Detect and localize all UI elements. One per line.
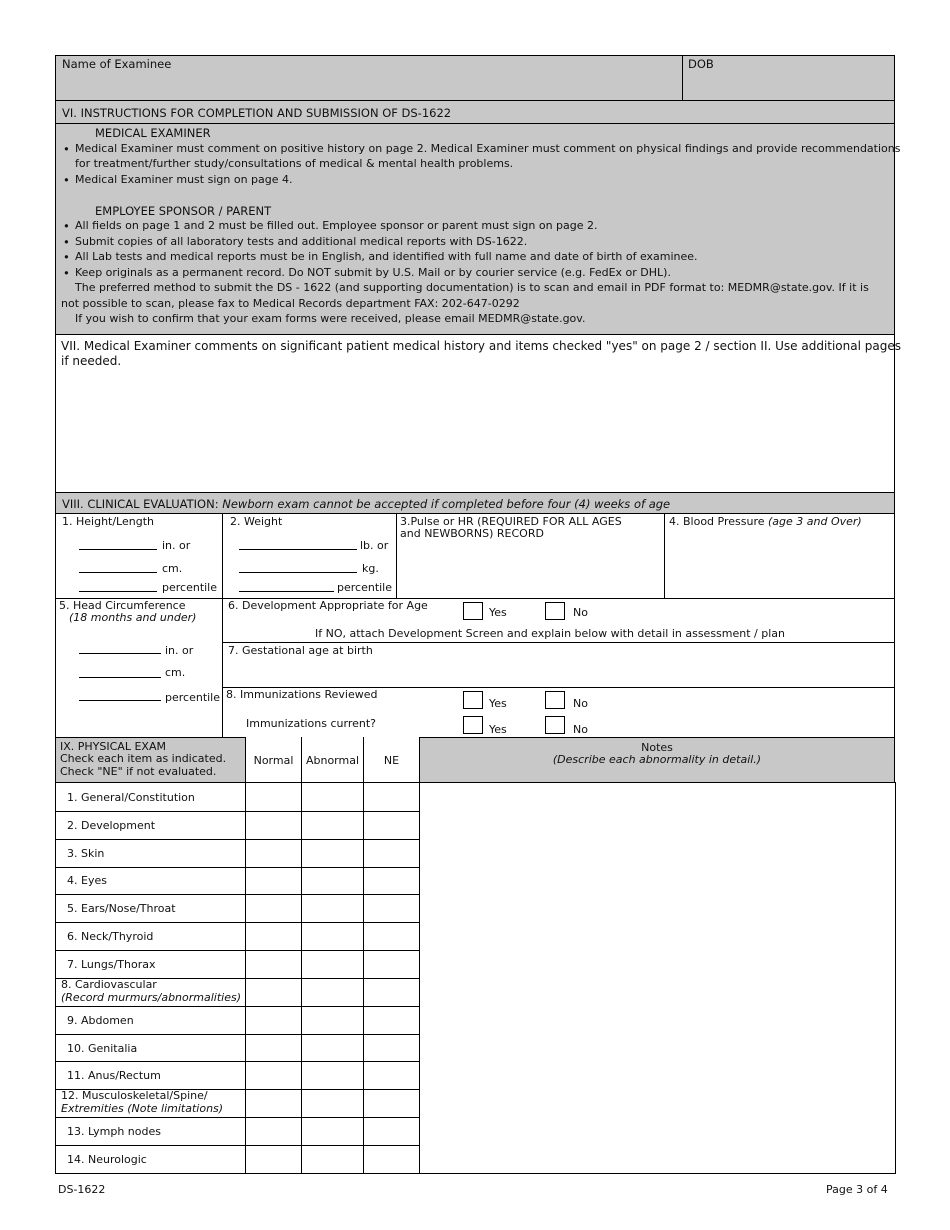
exam-item-label: 2. Development <box>67 818 156 832</box>
height-percentile-unit: percentile <box>162 581 218 594</box>
exam-ne-cell[interactable] <box>364 1006 420 1034</box>
physical-exam-title: IX. PHYSICAL EXAM <box>60 740 166 753</box>
exam-normal-cell[interactable] <box>246 978 302 1006</box>
section-vii-label-cont: if needed. <box>61 354 122 368</box>
dob-label: DOB <box>688 57 714 71</box>
exam-item-label: 8. Cardiovascular <box>61 977 157 991</box>
exam-normal-cell[interactable] <box>246 1117 302 1145</box>
section-viii-note: Newborn exam cannot be accepted if completed before four (4) weeks of age <box>222 497 671 511</box>
exam-item-label: 6. Neck/Thyroid <box>67 930 154 944</box>
exam-item-label: 5. Ears/Nose/Throat <box>67 902 176 916</box>
height-cm-unit: cm. <box>162 562 183 575</box>
exam-ne-cell[interactable] <box>364 1145 420 1173</box>
weight-label: 2. Weight <box>230 515 283 528</box>
weight-lb-unit: lb. or <box>360 539 389 552</box>
exam-item-label: 9. Abdomen <box>67 1013 134 1027</box>
exam-ne-cell[interactable] <box>364 811 420 839</box>
blood-pressure-label <box>669 515 862 529</box>
weight-kg-input[interactable] <box>239 572 357 573</box>
bullet: • <box>63 235 70 249</box>
table-row <box>55 839 420 867</box>
preferred-method-text: The preferred method to submit the DS - 1622 (and supporting documentation) is to scan and email in PDF format to: MEDMR@state.gov. If it is <box>75 281 869 294</box>
immunizations-no-label: No <box>573 697 588 710</box>
exam-abnormal-cell[interactable] <box>302 978 364 1006</box>
col-abnormal-header: Abnormal <box>305 754 360 767</box>
preferred-method-text-cont: not possible to scan, please fax to Medical Records department FAX: 202-647-0292 <box>61 297 520 310</box>
head-in-input[interactable] <box>79 653 161 654</box>
exam-ne-cell[interactable] <box>364 1089 420 1117</box>
immunizations-label: 8. Immunizations Reviewed <box>226 688 378 701</box>
section-vii-comments-area[interactable] <box>55 334 895 493</box>
me-instruction-2: Medical Examiner must sign on page 4. <box>75 173 293 186</box>
table-row <box>55 1062 420 1090</box>
exam-abnormal-cell[interactable] <box>302 839 364 867</box>
height-label: 1. Height/Length <box>62 515 155 528</box>
bp-note: (age 3 and Over) <box>768 515 862 528</box>
confirm-email-text: If you wish to confirm that your exam forms were received, please email MEDMR@state.gov. <box>75 312 586 325</box>
page-number: Page 3 of 4 <box>826 1183 888 1196</box>
weight-percentile-unit: percentile <box>337 581 393 594</box>
exam-item-label: 11. Anus/Rectum <box>67 1069 161 1083</box>
exam-item-note: Extremities (Note limitations) <box>61 1102 224 1116</box>
table-row <box>55 811 420 839</box>
development-no-label: No <box>573 606 588 619</box>
immunizations-current-no-label: No <box>573 723 588 736</box>
immunizations-current-label: Immunizations current? <box>246 717 377 730</box>
exam-normal-cell[interactable] <box>246 1089 302 1117</box>
table-row <box>55 950 420 978</box>
exam-abnormal-cell[interactable] <box>302 1117 364 1145</box>
exam-normal-cell[interactable] <box>246 950 302 978</box>
exam-abnormal-cell[interactable] <box>302 867 364 895</box>
table-row <box>55 1145 420 1173</box>
exam-item-label: 10. Genitalia <box>67 1041 138 1055</box>
table-row <box>55 867 420 895</box>
pulse-input[interactable] <box>398 545 662 595</box>
immunizations-current-yes-checkbox[interactable] <box>463 716 483 734</box>
exam-abnormal-cell[interactable] <box>302 894 364 922</box>
exam-item-label: 12. Musculoskeletal/Spine/ <box>61 1089 208 1103</box>
table-row <box>55 1117 420 1145</box>
exam-normal-cell[interactable] <box>246 922 302 950</box>
head-circumference-label: 5. Head Circumference <box>59 599 186 612</box>
gestational-age-input[interactable] <box>400 644 890 684</box>
sponsor-instruction-2: Submit copies of all laboratory tests and additional medical reports with DS-1622. <box>75 235 528 248</box>
table-row <box>55 783 420 811</box>
exam-normal-cell[interactable] <box>246 894 302 922</box>
exam-ne-cell[interactable] <box>364 950 420 978</box>
bullet: • <box>63 219 70 233</box>
exam-ne-cell[interactable] <box>364 1034 420 1062</box>
height-in-input[interactable] <box>79 549 157 550</box>
col-ne-header: NE <box>383 754 400 767</box>
section-viii-title-text: VIII. CLINICAL EVALUATION: <box>62 497 223 511</box>
exam-abnormal-cell[interactable] <box>302 1006 364 1034</box>
exam-ne-cell[interactable] <box>364 839 420 867</box>
exam-normal-cell[interactable] <box>246 1034 302 1062</box>
exam-item-label: 4. Eyes <box>67 874 107 888</box>
exam-ne-cell[interactable] <box>364 867 420 895</box>
exam-normal-cell[interactable] <box>246 783 302 811</box>
exam-item-label: 3. Skin <box>67 846 105 860</box>
immunizations-yes-checkbox[interactable] <box>463 691 483 709</box>
exam-item-label: 14. Neurologic <box>67 1152 147 1166</box>
exam-abnormal-cell[interactable] <box>302 950 364 978</box>
exam-ne-cell[interactable] <box>364 978 420 1006</box>
exam-abnormal-cell[interactable] <box>302 1145 364 1173</box>
section-vii-label: VII. Medical Examiner comments on significant patient medical history and items checked "yes" on page 2 / section II. Use additional pages <box>61 339 901 353</box>
exam-abnormal-cell[interactable] <box>302 1089 364 1117</box>
bullet: • <box>63 173 70 187</box>
exam-item-note: (Record murmurs/abnormalities) <box>61 990 242 1004</box>
bullet: • <box>63 266 70 280</box>
form-id: DS-1622 <box>58 1183 106 1196</box>
exam-abnormal-cell[interactable] <box>302 1034 364 1062</box>
medical-examiner-heading: MEDICAL EXAMINER <box>95 126 211 140</box>
development-no-checkbox[interactable] <box>545 602 565 620</box>
sponsor-instruction-3: All Lab tests and medical reports must be in English, and identified with full name and date of birth of examinee. <box>75 250 698 263</box>
exam-abnormal-cell[interactable] <box>302 922 364 950</box>
exam-ne-cell[interactable] <box>364 922 420 950</box>
height-in-unit: in. or <box>162 539 191 552</box>
section-viii-title <box>62 497 670 511</box>
bullet: • <box>63 250 70 264</box>
exam-normal-cell[interactable] <box>246 1062 302 1090</box>
me-instruction-1: Medical Examiner must comment on positive history on page 2. Medical Examiner must comment on physical findings and provide recommendations <box>75 142 901 155</box>
exam-normal-cell[interactable] <box>246 811 302 839</box>
head-circumference-note: (18 months and under) <box>69 611 197 624</box>
development-note: If NO, attach Development Screen and explain below with detail in assessment / plan <box>315 627 786 640</box>
height-cm-input[interactable] <box>79 572 157 573</box>
name-of-examinee-label: Name of Examinee <box>62 57 172 71</box>
exam-normal-cell[interactable] <box>246 1006 302 1034</box>
me-instruction-1-cont: for treatment/further study/consultations of medical & mental health problems. <box>75 157 514 170</box>
exam-normal-cell[interactable] <box>246 1145 302 1173</box>
development-label: 6. Development Appropriate for Age <box>228 599 428 612</box>
exam-item-label: 1. General/Constitution <box>67 790 195 804</box>
notes-subheader: (Describe each abnormality in detail.) <box>552 753 762 766</box>
immunizations-no-checkbox[interactable] <box>545 691 565 709</box>
exam-item-label: 7. Lungs/Thorax <box>67 958 156 972</box>
immunizations-current-yes-label: Yes <box>489 723 507 736</box>
immunizations-yes-label: Yes <box>489 697 507 710</box>
sponsor-instruction-1: All fields on page 1 and 2 must be filled out. Employee sponsor or parent must sign on page 2. <box>75 219 598 232</box>
bullet: • <box>63 142 70 156</box>
table-row <box>55 894 420 922</box>
physical-exam-instructions-2: Check "NE" if not evaluated. <box>60 765 217 778</box>
table-row <box>55 1089 420 1117</box>
exam-ne-cell[interactable] <box>364 1117 420 1145</box>
exam-normal-cell[interactable] <box>246 839 302 867</box>
section-vi-title: VI. INSTRUCTIONS FOR COMPLETION AND SUBMISSION OF DS-1622 <box>62 106 452 120</box>
notes-header: Notes <box>641 741 673 754</box>
table-row <box>55 1034 420 1062</box>
head-percentile-unit: percentile <box>165 691 221 704</box>
weight-kg-unit: kg. <box>362 562 379 575</box>
exam-ne-cell[interactable] <box>364 783 420 811</box>
head-percentile-input[interactable] <box>79 700 161 701</box>
exam-abnormal-cell[interactable] <box>302 1062 364 1090</box>
physical-exam-instructions-1: Check each item as indicated. <box>60 752 227 765</box>
height-percentile-input[interactable] <box>79 591 157 592</box>
bp-label-text: 4. Blood Pressure <box>669 515 768 528</box>
development-yes-label: Yes <box>489 606 507 619</box>
immunizations-current-no-checkbox[interactable] <box>545 716 565 734</box>
exam-abnormal-cell[interactable] <box>302 811 364 839</box>
exam-normal-cell[interactable] <box>246 867 302 895</box>
table-row <box>55 978 420 1006</box>
head-cm-input[interactable] <box>79 677 161 678</box>
head-in-unit: in. or <box>165 644 194 657</box>
sponsor-instruction-4: Keep originals as a permanent record. Do NOT submit by U.S. Mail or by courier service (e.g. FedEx or DHL). <box>75 266 671 279</box>
weight-percentile-input[interactable] <box>239 591 334 592</box>
exam-ne-cell[interactable] <box>364 894 420 922</box>
pulse-label: 3.Pulse or HR (REQUIRED FOR ALL AGES <box>400 515 622 528</box>
table-row <box>55 922 420 950</box>
pulse-label-cont: and NEWBORNS) RECORD <box>400 527 544 540</box>
exam-ne-cell[interactable] <box>364 1062 420 1090</box>
table-row <box>55 1006 420 1034</box>
exam-abnormal-cell[interactable] <box>302 783 364 811</box>
development-yes-checkbox[interactable] <box>463 602 483 620</box>
employee-sponsor-heading: EMPLOYEE SPONSOR / PARENT <box>95 204 272 218</box>
col-normal-header: Normal <box>253 754 294 767</box>
weight-lb-input[interactable] <box>239 549 357 550</box>
head-cm-unit: cm. <box>165 666 186 679</box>
exam-item-label: 13. Lymph nodes <box>67 1125 161 1139</box>
blood-pressure-input[interactable] <box>666 533 892 595</box>
gestational-age-label: 7. Gestational age at birth <box>228 644 373 657</box>
